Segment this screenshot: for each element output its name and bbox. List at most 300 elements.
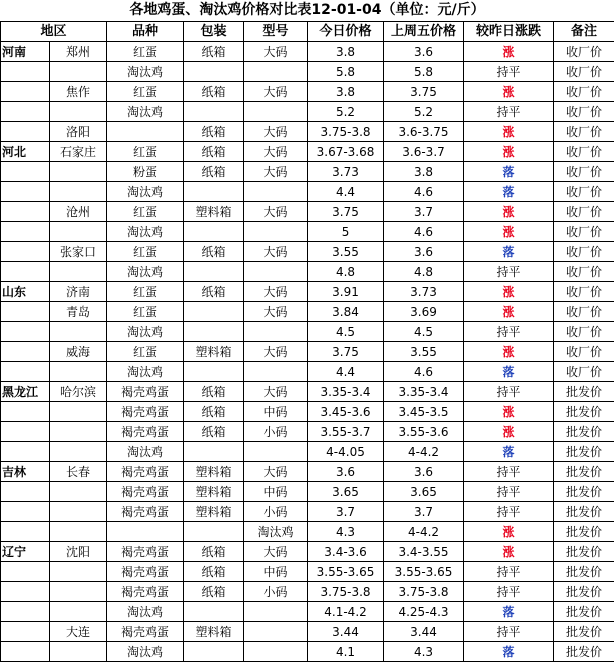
province-cell (1, 602, 50, 622)
table-row (1, 162, 614, 182)
city-cell: 沧州 (50, 202, 107, 222)
city-cell (50, 562, 107, 582)
table-row (1, 62, 614, 82)
last-friday-price-cell: 4.6 (384, 222, 464, 242)
header-today-price: 今日价格 (308, 22, 384, 42)
last-friday-price-cell: 3.6-3.75 (384, 122, 464, 142)
today-price-cell: 3.45-3.6 (308, 402, 384, 422)
packaging-cell: 纸箱 (184, 242, 244, 262)
city-cell: 洛阳 (50, 122, 107, 142)
change-cell: 落 (464, 442, 554, 462)
size-cell: 大码 (244, 342, 308, 362)
variety-cell: 褐壳鸡蛋 (107, 422, 184, 442)
change-cell: 落 (464, 642, 554, 662)
province-cell (1, 222, 50, 242)
size-cell: 大码 (244, 302, 308, 322)
province-cell: 辽宁 (1, 542, 50, 562)
size-cell: 小码 (244, 582, 308, 602)
province-cell (1, 122, 50, 142)
city-cell (50, 162, 107, 182)
last-friday-price-cell: 5.2 (384, 102, 464, 122)
note-cell: 收厂价 (554, 302, 614, 322)
province-cell (1, 522, 50, 542)
packaging-cell: 纸箱 (184, 82, 244, 102)
packaging-cell: 塑料箱 (184, 622, 244, 642)
note-cell: 收厂价 (554, 362, 614, 382)
header-change: 较昨日涨跌 (464, 22, 554, 42)
note-cell: 批发价 (554, 422, 614, 442)
province-cell (1, 502, 50, 522)
city-cell: 长春 (50, 462, 107, 482)
variety-cell: 淘汰鸡 (107, 182, 184, 202)
packaging-cell (184, 602, 244, 622)
note-cell: 收厂价 (554, 202, 614, 222)
province-cell (1, 642, 50, 662)
table-row (1, 242, 614, 262)
city-cell (50, 482, 107, 502)
last-friday-price-cell: 4.5 (384, 322, 464, 342)
packaging-cell: 塑料箱 (184, 482, 244, 502)
province-cell (1, 62, 50, 82)
packaging-cell (184, 62, 244, 82)
city-cell: 大连 (50, 622, 107, 642)
today-price-cell: 3.6 (308, 462, 384, 482)
change-cell: 持平 (464, 322, 554, 342)
change-cell: 涨 (464, 82, 554, 102)
size-cell: 淘汰鸡 (244, 522, 308, 542)
packaging-cell: 纸箱 (184, 562, 244, 582)
province-cell (1, 562, 50, 582)
province-cell (1, 182, 50, 202)
province-cell: 山东 (1, 282, 50, 302)
packaging-cell: 纸箱 (184, 582, 244, 602)
province-cell (1, 162, 50, 182)
city-cell: 焦作 (50, 82, 107, 102)
today-price-cell: 4.5 (308, 322, 384, 342)
table-row (1, 322, 614, 342)
last-friday-price-cell: 3.6-3.7 (384, 142, 464, 162)
size-cell (244, 322, 308, 342)
city-cell (50, 222, 107, 242)
variety-cell: 淘汰鸡 (107, 222, 184, 242)
province-cell: 吉林 (1, 462, 50, 482)
note-cell: 批发价 (554, 382, 614, 402)
table-row (1, 282, 614, 302)
packaging-cell (184, 262, 244, 282)
size-cell: 大码 (244, 142, 308, 162)
last-friday-price-cell: 3.55 (384, 342, 464, 362)
table-row (1, 102, 614, 122)
last-friday-price-cell: 4-4.2 (384, 442, 464, 462)
today-price-cell: 3.44 (308, 622, 384, 642)
province-cell: 河北 (1, 142, 50, 162)
variety-cell: 褐壳鸡蛋 (107, 482, 184, 502)
variety-cell: 粉蛋 (107, 162, 184, 182)
note-cell: 收厂价 (554, 82, 614, 102)
change-cell: 持平 (464, 262, 554, 282)
size-cell (244, 102, 308, 122)
table-row (1, 402, 614, 422)
variety-cell: 淘汰鸡 (107, 602, 184, 622)
note-cell: 批发价 (554, 562, 614, 582)
province-cell (1, 362, 50, 382)
packaging-cell: 纸箱 (184, 142, 244, 162)
header-size: 型号 (244, 22, 308, 42)
today-price-cell: 3.55-3.7 (308, 422, 384, 442)
size-cell: 小码 (244, 502, 308, 522)
change-cell: 涨 (464, 542, 554, 562)
today-price-cell: 3.91 (308, 282, 384, 302)
variety-cell: 淘汰鸡 (107, 642, 184, 662)
province-cell (1, 242, 50, 262)
last-friday-price-cell: 4.8 (384, 262, 464, 282)
variety-cell: 淘汰鸡 (107, 442, 184, 462)
packaging-cell: 纸箱 (184, 402, 244, 422)
variety-cell: 淘汰鸡 (107, 322, 184, 342)
city-cell (50, 442, 107, 462)
header-variety: 品种 (107, 22, 184, 42)
size-cell: 大码 (244, 282, 308, 302)
note-cell: 批发价 (554, 522, 614, 542)
packaging-cell: 纸箱 (184, 382, 244, 402)
today-price-cell: 3.73 (308, 162, 384, 182)
table-row (1, 362, 614, 382)
last-friday-price-cell: 3.45-3.5 (384, 402, 464, 422)
table-row (1, 542, 614, 562)
note-cell: 批发价 (554, 582, 614, 602)
variety-cell: 褐壳鸡蛋 (107, 542, 184, 562)
last-friday-price-cell: 3.44 (384, 622, 464, 642)
size-cell: 大码 (244, 122, 308, 142)
today-price-cell: 4.3 (308, 522, 384, 542)
variety-cell: 红蛋 (107, 302, 184, 322)
change-cell: 落 (464, 182, 554, 202)
table-row (1, 502, 614, 522)
note-cell: 收厂价 (554, 342, 614, 362)
packaging-cell (184, 302, 244, 322)
today-price-cell: 4.8 (308, 262, 384, 282)
variety-cell: 红蛋 (107, 202, 184, 222)
today-price-cell: 4.4 (308, 182, 384, 202)
last-friday-price-cell: 3.73 (384, 282, 464, 302)
today-price-cell: 3.35-3.4 (308, 382, 384, 402)
last-friday-price-cell: 3.8 (384, 162, 464, 182)
city-cell: 青岛 (50, 302, 107, 322)
variety-cell: 红蛋 (107, 82, 184, 102)
table-row (1, 582, 614, 602)
size-cell (244, 182, 308, 202)
change-cell: 持平 (464, 622, 554, 642)
last-friday-price-cell: 5.8 (384, 62, 464, 82)
today-price-cell: 3.75 (308, 202, 384, 222)
table-row (1, 302, 614, 322)
change-cell: 涨 (464, 42, 554, 62)
packaging-cell (184, 522, 244, 542)
variety-cell: 褐壳鸡蛋 (107, 562, 184, 582)
size-cell: 小码 (244, 422, 308, 442)
size-cell (244, 642, 308, 662)
table-row (1, 442, 614, 462)
table-row (1, 142, 614, 162)
note-cell: 收厂价 (554, 282, 614, 302)
today-price-cell: 3.75-3.8 (308, 582, 384, 602)
last-friday-price-cell: 4.3 (384, 642, 464, 662)
change-cell: 持平 (464, 462, 554, 482)
today-price-cell: 3.65 (308, 482, 384, 502)
city-cell (50, 322, 107, 342)
packaging-cell (184, 102, 244, 122)
note-cell: 批发价 (554, 642, 614, 662)
change-cell: 持平 (464, 562, 554, 582)
packaging-cell (184, 182, 244, 202)
note-cell: 收厂价 (554, 242, 614, 262)
today-price-cell: 3.55-3.65 (308, 562, 384, 582)
packaging-cell (184, 362, 244, 382)
change-cell: 涨 (464, 122, 554, 142)
today-price-cell: 3.67-3.68 (308, 142, 384, 162)
size-cell (244, 442, 308, 462)
province-cell: 河南 (1, 42, 50, 62)
note-cell: 收厂价 (554, 222, 614, 242)
note-cell: 收厂价 (554, 122, 614, 142)
last-friday-price-cell: 3.55-3.65 (384, 562, 464, 582)
note-cell: 收厂价 (554, 182, 614, 202)
last-friday-price-cell: 3.6 (384, 242, 464, 262)
table-row (1, 562, 614, 582)
last-friday-price-cell: 3.35-3.4 (384, 382, 464, 402)
province-cell (1, 202, 50, 222)
size-cell (244, 262, 308, 282)
today-price-cell: 5 (308, 222, 384, 242)
last-friday-price-cell: 3.75-3.8 (384, 582, 464, 602)
variety-cell (107, 522, 184, 542)
province-cell (1, 422, 50, 442)
header-region: 地区 (1, 22, 107, 42)
size-cell (244, 362, 308, 382)
today-price-cell: 3.75-3.8 (308, 122, 384, 142)
size-cell: 大码 (244, 42, 308, 62)
last-friday-price-cell: 3.7 (384, 502, 464, 522)
variety-cell: 红蛋 (107, 342, 184, 362)
size-cell (244, 62, 308, 82)
note-cell: 批发价 (554, 602, 614, 622)
today-price-cell: 3.7 (308, 502, 384, 522)
variety-cell: 红蛋 (107, 142, 184, 162)
table-row (1, 202, 614, 222)
packaging-cell (184, 222, 244, 242)
today-price-cell: 3.84 (308, 302, 384, 322)
province-cell (1, 622, 50, 642)
note-cell: 收厂价 (554, 162, 614, 182)
variety-cell: 褐壳鸡蛋 (107, 502, 184, 522)
packaging-cell: 纸箱 (184, 542, 244, 562)
table-row (1, 262, 614, 282)
note-cell: 收厂价 (554, 322, 614, 342)
variety-cell: 褐壳鸡蛋 (107, 462, 184, 482)
size-cell: 大码 (244, 242, 308, 262)
city-cell (50, 642, 107, 662)
change-cell: 落 (464, 602, 554, 622)
city-cell (50, 422, 107, 442)
size-cell (244, 622, 308, 642)
packaging-cell (184, 442, 244, 462)
change-cell: 持平 (464, 482, 554, 502)
variety-cell: 红蛋 (107, 242, 184, 262)
table-row (1, 82, 614, 102)
last-friday-price-cell: 3.75 (384, 82, 464, 102)
size-cell: 大码 (244, 82, 308, 102)
last-friday-price-cell: 3.7 (384, 202, 464, 222)
province-cell: 黑龙江 (1, 382, 50, 402)
note-cell: 批发价 (554, 462, 614, 482)
today-price-cell: 4.1 (308, 642, 384, 662)
today-price-cell: 3.75 (308, 342, 384, 362)
city-cell (50, 402, 107, 422)
table-row (1, 382, 614, 402)
city-cell (50, 522, 107, 542)
packaging-cell: 塑料箱 (184, 502, 244, 522)
change-cell: 落 (464, 162, 554, 182)
today-price-cell: 4.4 (308, 362, 384, 382)
note-cell: 批发价 (554, 622, 614, 642)
variety-cell: 褐壳鸡蛋 (107, 382, 184, 402)
packaging-cell: 塑料箱 (184, 462, 244, 482)
packaging-cell (184, 322, 244, 342)
packaging-cell: 纸箱 (184, 122, 244, 142)
note-cell: 批发价 (554, 402, 614, 422)
table-row (1, 342, 614, 362)
today-price-cell: 3.8 (308, 42, 384, 62)
city-cell: 石家庄 (50, 142, 107, 162)
province-cell (1, 102, 50, 122)
table-row (1, 622, 614, 642)
province-cell (1, 582, 50, 602)
last-friday-price-cell: 3.6 (384, 462, 464, 482)
size-cell: 大码 (244, 542, 308, 562)
note-cell: 收厂价 (554, 62, 614, 82)
note-cell: 收厂价 (554, 42, 614, 62)
table-row (1, 462, 614, 482)
today-price-cell: 3.55 (308, 242, 384, 262)
variety-cell (107, 122, 184, 142)
variety-cell: 淘汰鸡 (107, 262, 184, 282)
size-cell (244, 222, 308, 242)
last-friday-price-cell: 3.4-3.55 (384, 542, 464, 562)
packaging-cell (184, 642, 244, 662)
packaging-cell: 塑料箱 (184, 202, 244, 222)
table-row (1, 602, 614, 622)
province-cell (1, 82, 50, 102)
today-price-cell: 5.8 (308, 62, 384, 82)
change-cell: 涨 (464, 422, 554, 442)
change-cell: 涨 (464, 202, 554, 222)
note-cell: 批发价 (554, 502, 614, 522)
table-row (1, 122, 614, 142)
table-row (1, 642, 614, 662)
city-cell (50, 582, 107, 602)
change-cell: 涨 (464, 222, 554, 242)
variety-cell: 褐壳鸡蛋 (107, 402, 184, 422)
change-cell: 涨 (464, 342, 554, 362)
change-cell: 涨 (464, 522, 554, 542)
change-cell: 持平 (464, 582, 554, 602)
note-cell: 批发价 (554, 482, 614, 502)
province-cell (1, 342, 50, 362)
change-cell: 涨 (464, 302, 554, 322)
last-friday-price-cell: 4.6 (384, 182, 464, 202)
variety-cell: 淘汰鸡 (107, 102, 184, 122)
change-cell: 涨 (464, 282, 554, 302)
change-cell: 持平 (464, 502, 554, 522)
table-body (1, 22, 614, 662)
table-row (1, 42, 614, 62)
size-cell: 中码 (244, 402, 308, 422)
change-cell: 涨 (464, 142, 554, 162)
city-cell (50, 362, 107, 382)
last-friday-price-cell: 4.6 (384, 362, 464, 382)
city-cell (50, 62, 107, 82)
city-cell (50, 602, 107, 622)
province-cell (1, 442, 50, 462)
variety-cell: 褐壳鸡蛋 (107, 622, 184, 642)
change-cell: 落 (464, 362, 554, 382)
size-cell: 中码 (244, 482, 308, 502)
change-cell: 涨 (464, 402, 554, 422)
note-cell: 收厂价 (554, 102, 614, 122)
header-note: 备注 (554, 22, 614, 42)
size-cell: 中码 (244, 562, 308, 582)
table-row (1, 182, 614, 202)
size-cell (244, 602, 308, 622)
province-cell (1, 402, 50, 422)
variety-cell: 红蛋 (107, 42, 184, 62)
last-friday-price-cell: 3.65 (384, 482, 464, 502)
note-cell: 批发价 (554, 442, 614, 462)
change-cell: 持平 (464, 102, 554, 122)
header-last-friday-price: 上周五价格 (384, 22, 464, 42)
today-price-cell: 4-4.05 (308, 442, 384, 462)
last-friday-price-cell: 4-4.2 (384, 522, 464, 542)
packaging-cell: 纸箱 (184, 162, 244, 182)
today-price-cell: 5.2 (308, 102, 384, 122)
city-cell: 哈尔滨 (50, 382, 107, 402)
packaging-cell: 纸箱 (184, 422, 244, 442)
variety-cell: 淘汰鸡 (107, 62, 184, 82)
today-price-cell: 4.1-4.2 (308, 602, 384, 622)
city-cell (50, 502, 107, 522)
size-cell: 大码 (244, 462, 308, 482)
city-cell: 济南 (50, 282, 107, 302)
city-cell: 威海 (50, 342, 107, 362)
page-title: 各地鸡蛋、淘汰鸡价格对比表12-01-04（单位：元/斤） (129, 2, 485, 18)
header-row (1, 22, 614, 42)
province-cell (1, 262, 50, 282)
variety-cell: 褐壳鸡蛋 (107, 582, 184, 602)
today-price-cell: 3.4-3.6 (308, 542, 384, 562)
last-friday-price-cell: 3.6 (384, 42, 464, 62)
packaging-cell: 塑料箱 (184, 342, 244, 362)
table-row (1, 222, 614, 242)
size-cell: 大码 (244, 382, 308, 402)
city-cell (50, 182, 107, 202)
city-cell (50, 262, 107, 282)
last-friday-price-cell: 3.55-3.6 (384, 422, 464, 442)
price-table (0, 21, 614, 662)
province-cell (1, 482, 50, 502)
city-cell: 郑州 (50, 42, 107, 62)
packaging-cell: 纸箱 (184, 42, 244, 62)
size-cell: 大码 (244, 162, 308, 182)
